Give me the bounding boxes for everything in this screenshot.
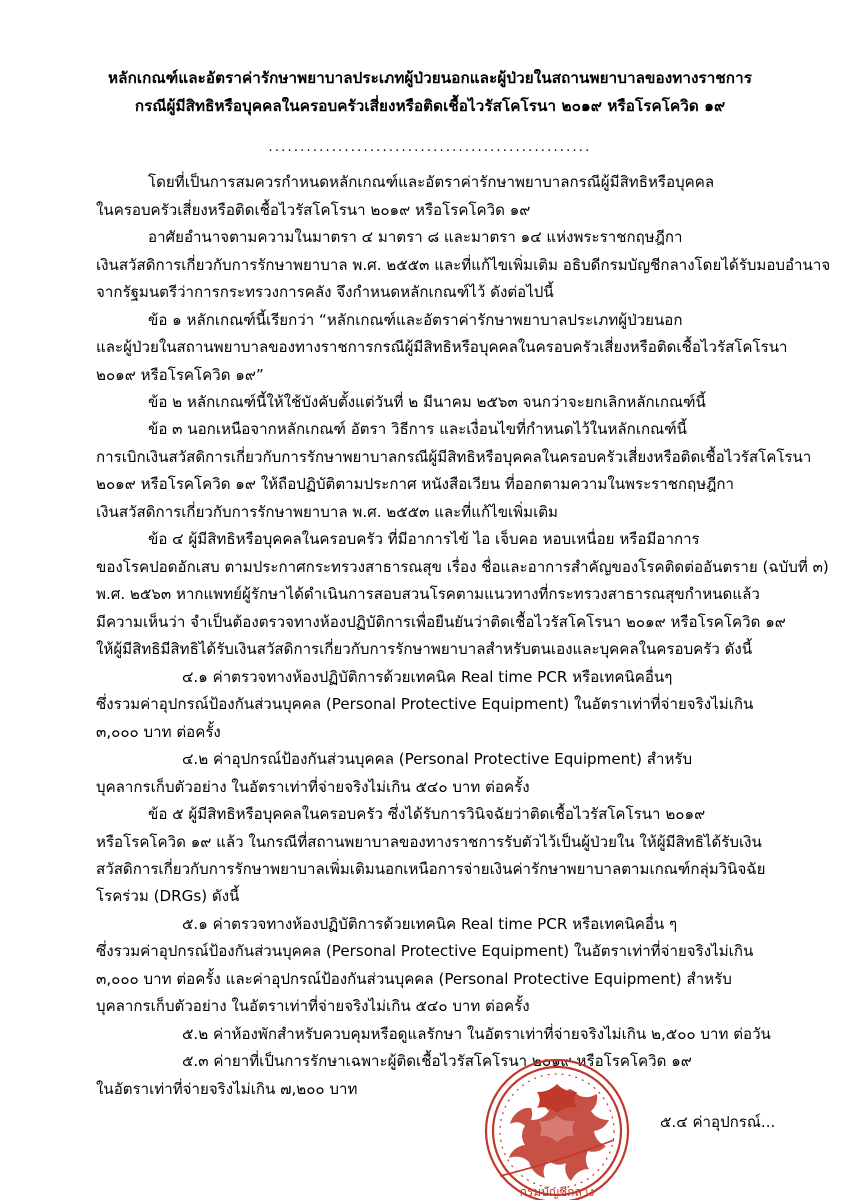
paragraph-line: โรคร่วม (DRGs) ดังนี้ (96, 887, 240, 906)
paragraph-line: ๒๐๑๙ หรือโรคโควิด ๑๙ ให้ถือปฏิบัติตามประกาศ หนังสือเวียน ที่ออกตามความในพระราชกฤษฎีกา (96, 475, 734, 494)
paragraph-line: บุคลากรเก็บตัวอย่าง ในอัตราเท่าที่จ่ายจริงไม่เกิน ๕๔๐ บาท ต่อครั้ง (96, 997, 530, 1016)
next-page-continuation: ๕.๔ ค่าอุปกรณ์... (660, 1113, 776, 1131)
paragraph-line: หรือโรคโควิด ๑๙ แล้ว ในกรณีที่สถานพยาบาลของทางราชการรับตัวไว้เป็นผู้ป่วยใน ให้ผู้มีสิทธิได้รับเงิน (96, 832, 762, 851)
official-seal (482, 1056, 632, 1200)
paragraph-line: เงินสวัสดิการเกี่ยวกับการรักษาพยาบาล พ.ศ. ๒๕๕๓ และที่แก้ไขเพิ่มเติม (96, 502, 558, 521)
paragraph-line: ให้ผู้มีสิทธิมีสิทธิได้รับเงินสวัสดิการเกี่ยวกับการรักษาพยาบาลสำหรับตนเองและบุคคลในครอบครัว ดังนี้ (96, 640, 753, 659)
paragraph-clause-4-2 (96, 746, 764, 801)
paragraph-preamble (96, 169, 764, 224)
paragraph-line: ข้อ ๓ นอกเหนือจากหลักเกณฑ์ อัตรา วิธีการ และเงื่อนไขที่กำหนดไว้ในหลักเกณฑ์นี้ (148, 420, 687, 439)
paragraph-clause-4-1 (96, 664, 764, 746)
paragraph-line: มีความเห็นว่า จำเป็นต้องตรวจทางห้องปฏิบัติการเพื่อยืนยันว่าติดเชื้อไวรัสโคโรนา ๒๐๑๙ หรือโรคโควิด ๑๙ (96, 612, 786, 631)
paragraph-line: ๓,๐๐๐ บาท ต่อครั้ง (96, 722, 221, 741)
title-line-1: หลักเกณฑ์และอัตราค่ารักษาพยาบาลประเภทผู้ป่วยนอกและผู้ป่วยในสถานพยาบาลของทางราชการ (108, 69, 752, 87)
paragraph-line: และผู้ป่วยในสถานพยาบาลของทางราชการกรณีผู้มีสิทธิหรือบุคคลในครอบครัวเสี่ยงหรือติดเชื้อไวรัสโคโรนา (96, 338, 788, 357)
title-line-2: กรณีผู้มีสิทธิหรือบุคคลในครอบครัวเสี่ยงหรือติดเชื้อไวรัสโคโรนา ๒๐๑๙ หรือโรคโควิด ๑๙ (134, 97, 726, 116)
paragraph-line: ของโรคปอดอักเสบ ตามประกาศกระทรวงสาธารณสุข เรื่อง ชื่อและอาการสำคัญของโรคติดต่ออันตราย (ฉบับที่ ๓) (96, 557, 829, 576)
paragraph-line: ซึ่งรวมค่าอุปกรณ์ป้องกันส่วนบุคคล (Personal Protective Equipment) ในอัตราเท่าที่จ่ายจริงไม่เกิน (96, 942, 754, 961)
paragraph-authority (96, 224, 831, 306)
paragraph-line: สวัสดิการเกี่ยวกับการรักษาพยาบาลเพิ่มเติมนอกเหนือการจ่ายเงินค่ารักษาพยาบาลตามเกณฑ์กลุ่มวินิจฉัย (96, 859, 766, 878)
paragraph-clause-5-1 (96, 911, 764, 1021)
paragraph-line: ข้อ ๒ หลักเกณฑ์นี้ให้ใช้บังคับตั้งแต่วันที่ ๒ มีนาคม ๒๕๖๓ จนกว่าจะยกเลิกหลักเกณฑ์นี้ (148, 393, 706, 411)
paragraph-clause-1 (96, 307, 788, 389)
paragraph-line: ๒๐๑๙ หรือโรคโควิด ๑๙” (96, 365, 264, 384)
paragraph-line: ๕.๑ ค่าตรวจทางห้องปฏิบัติการด้วยเทคนิค Real time PCR หรือเทคนิคอื่น ๆ (182, 914, 678, 933)
paragraph-clause-5-2 (96, 1021, 771, 1048)
paragraph-line: จากรัฐมนตรีว่าการกระทรวงการคลัง จึงกำหนดหลักเกณฑ์ไว้ ดังต่อไปนี้ (96, 283, 554, 302)
paragraph-line: ๕.๒ ค่าห้องพักสำหรับควบคุมหรือดูแลรักษา ในอัตราเท่าที่จ่ายจริงไม่เกิน ๒,๕๐๐ บาท ต่อวัน (182, 1024, 771, 1043)
paragraph-line: ๔.๑ ค่าตรวจทางห้องปฏิบัติการด้วยเทคนิค Real time PCR หรือเทคนิคอื่นๆ (182, 667, 673, 686)
paragraph-line: บุคลากรเก็บตัวอย่าง ในอัตราเท่าที่จ่ายจริงไม่เกิน ๕๔๐ บาท ต่อครั้ง (96, 777, 530, 796)
document-title (96, 64, 764, 120)
title-divider: ................................................... (268, 140, 592, 156)
paragraph-clause-5-3 (96, 1048, 764, 1103)
paragraph-clause-2 (96, 389, 764, 416)
paragraph-line: ข้อ ๕ ผู้มีสิทธิหรือบุคคลในครอบครัว ซึ่งได้รับการวินิจฉัยว่าติดเชื้อไวรัสโคโรนา ๒๐๑๙ (148, 805, 706, 824)
paragraph-line: อาศัยอำนาจตามความในมาตรา ๔ มาตรา ๘ และมาตรา ๑๔ แห่งพระราชกฤษฎีกา (148, 228, 683, 247)
paragraph-line: พ.ศ. ๒๕๖๓ หากแพทย์ผู้รักษาได้ดำเนินการสอบสวนโรคตามแนวทางที่กระทรวงสาธารณสุขกำหนดแล้ว (96, 585, 760, 604)
paragraph-line: เงินสวัสดิการเกี่ยวกับการรักษาพยาบาล พ.ศ. ๒๕๕๓ และที่แก้ไขเพิ่มเติม อธิบดีกรมบัญชีกลางโดยได้รับมอบอำนาจ (96, 255, 831, 274)
paragraph-line: ข้อ ๔ ผู้มีสิทธิหรือบุคคลในครอบครัว ที่มีอาการไข้ ไอ เจ็บคอ หอบเหนื่อย หรือมีอาการ (148, 530, 700, 549)
paragraph-line: ๕.๓ ค่ายาที่เป็นการรักษาเฉพาะผู้ติดเชื้อไวรัสโคโรนา ๒๐๑๙ หรือโรคโควิด ๑๙ (182, 1052, 692, 1071)
document-body (96, 64, 831, 1103)
paragraph-clause-4 (96, 526, 829, 663)
paragraph-line: ในครอบครัวเสี่ยงหรือติดเชื้อไวรัสโคโรนา ๒๐๑๙ หรือโรคโควิด ๑๙ (96, 200, 531, 219)
paragraph-line: ซึ่งรวมค่าอุปกรณ์ป้องกันส่วนบุคคล (Personal Protective Equipment) ในอัตราเท่าที่จ่ายจริงไม่เกิน (96, 695, 754, 714)
paragraph-line: ข้อ ๑ หลักเกณฑ์นี้เรียกว่า “หลักเกณฑ์และอัตราค่ารักษาพยาบาลประเภทผู้ป่วยนอก (148, 310, 683, 329)
paragraph-line: การเบิกเงินสวัสดิการเกี่ยวกับการรักษาพยาบาลกรณีผู้มีสิทธิหรือบุคคลในครอบครัวเสี่ยงหรือติดเชื้อไวรัสโคโรนา (96, 447, 812, 466)
seal-label: กรมบัญชีกลาง (519, 1185, 595, 1199)
paragraph-line: โดยที่เป็นการสมควรกำหนดหลักเกณฑ์และอัตราค่ารักษาพยาบาลกรณีผู้มีสิทธิหรือบุคคล (148, 173, 715, 192)
paragraph-line: ในอัตราเท่าที่จ่ายจริงไม่เกิน ๗,๒๐๐ บาท (96, 1079, 358, 1098)
paragraph-clause-5 (96, 801, 764, 911)
paragraph-clause-3 (96, 416, 812, 526)
paragraph-line: ๓,๐๐๐ บาท ต่อครั้ง และค่าอุปกรณ์ป้องกันส่วนบุคคล (Personal Protective Equipment) สำหรับ (96, 969, 732, 988)
paragraph-line: ๔.๒ ค่าอุปกรณ์ป้องกันส่วนบุคคล (Personal Protective Equipment) สำหรับ (182, 750, 693, 769)
